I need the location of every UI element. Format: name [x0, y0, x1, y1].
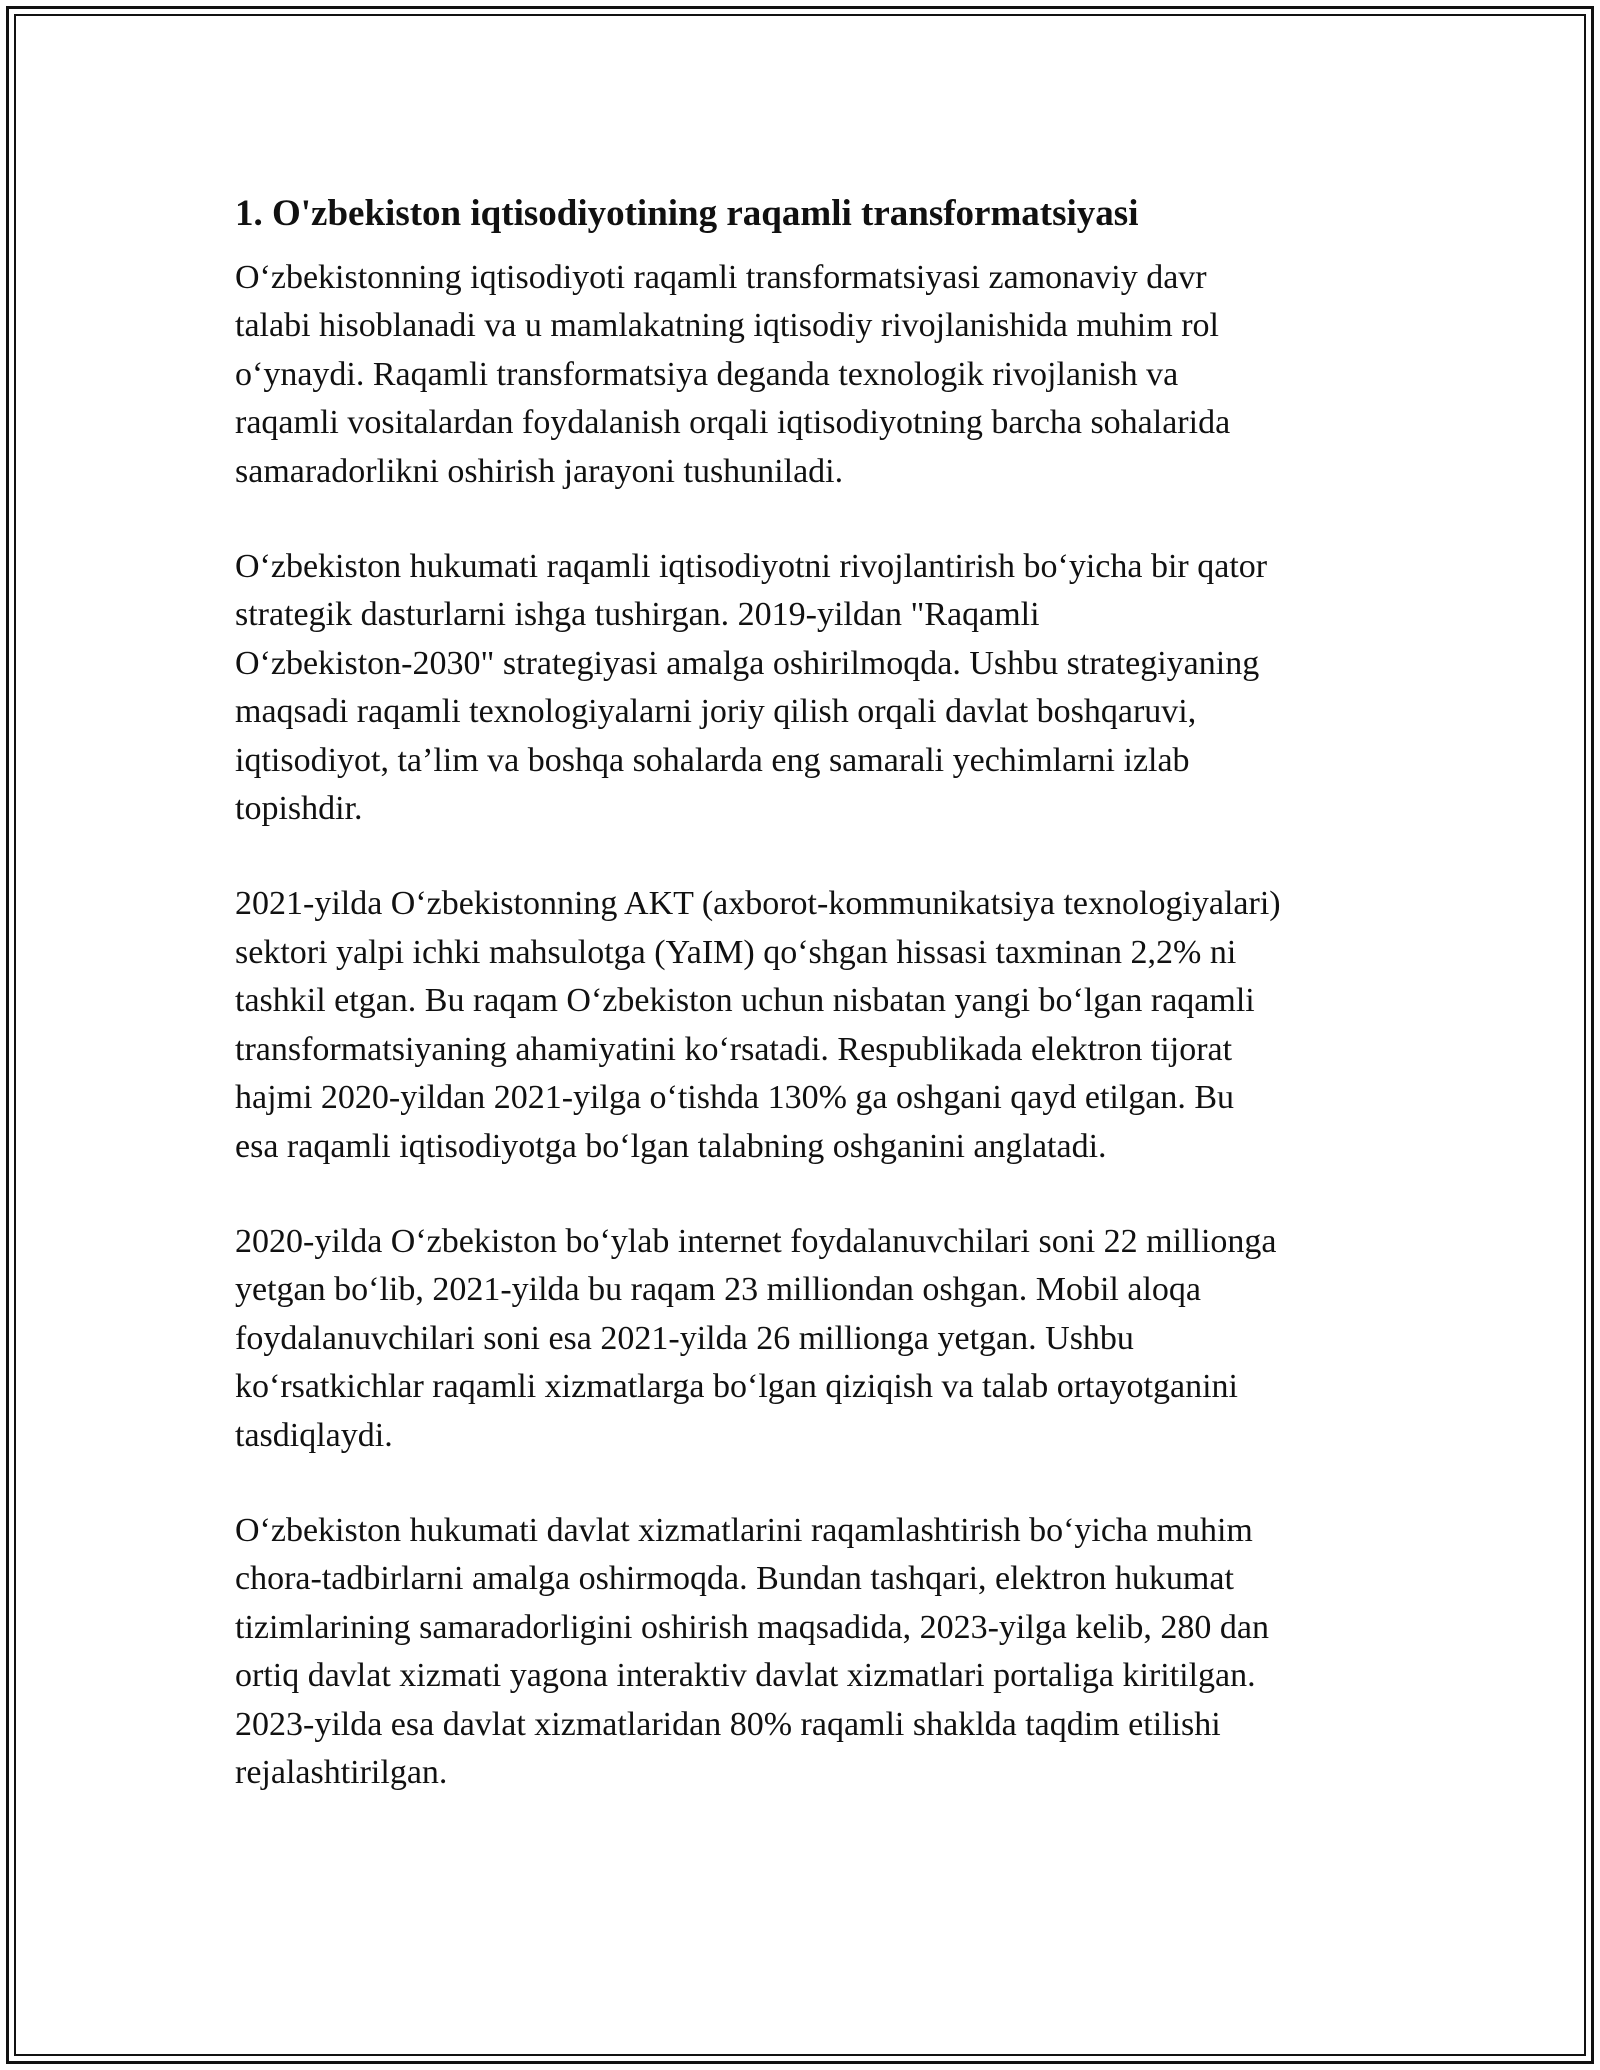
text-line: maqsadi raqamli texnologiyalarni joriy qilish orqali davlat boshqaruvi, — [235, 693, 1197, 731]
text-line: raqamli vositalardan foydalanish orqali iqtisodiyotning barcha sohalarida — [235, 404, 1231, 442]
text-line: samaradorlikni oshirish jarayoni tushuniladi. — [235, 452, 844, 490]
text-line: 2023-yilda esa davlat xizmatlaridan 80% raqamli shaklda taqdim etilishi — [235, 1705, 1221, 1743]
text-line: tasdiqlaydi. — [235, 1416, 393, 1454]
text-line: ortiq davlat xizmati yagona interaktiv davlat xizmatlari portaliga kiritilgan. — [235, 1657, 1256, 1695]
paragraph-3 — [235, 880, 1385, 1170]
text-line: o‘ynaydi. Raqamli transformatsiya deganda texnologik rivojlanish va — [235, 355, 1179, 393]
paragraph-5 — [235, 1507, 1385, 1797]
text-line: iqtisodiyot, ta’lim va boshqa sohalarda eng samarali yechimlarni izlab — [235, 741, 1190, 779]
text-line: tashkil etgan. Bu raqam O‘zbekiston uchun nisbatan yangi bo‘lgan raqamli — [235, 982, 1255, 1020]
text-line: O‘zbekiston hukumati raqamli iqtisodiyotni rivojlantirish bo‘yicha bir qator — [235, 548, 1268, 586]
text-line: talabi hisoblanadi va u mamlakatning iqtisodiy rivojlanishida muhim rol — [235, 307, 1219, 345]
document-body — [235, 186, 1385, 1797]
paragraph-2 — [235, 543, 1385, 833]
text-line: 2020-yilda O‘zbekiston bo‘ylab internet foydalanuvchilari soni 22 millionga — [235, 1222, 1277, 1260]
text-line: hajmi 2020-yildan 2021-yilga o‘tishda 130% ga oshgani qayd etilgan. Bu — [235, 1079, 1235, 1117]
text-line: tizimlarining samaradorligini oshirish maqsadida, 2023-yilga kelib, 280 dan — [235, 1608, 1269, 1646]
text-line: O‘zbekistonning iqtisodiyoti raqamli transformatsiyasi zamonaviy davr — [235, 259, 1207, 296]
text-line: transformatsiyaning ahamiyatini ko‘rsatadi. Respublikada elektron tijorat — [235, 1030, 1233, 1068]
text-line: yetgan bo‘lib, 2021-yilda bu raqam 23 milliondan oshgan. Mobil aloqa — [235, 1271, 1201, 1309]
text-line: O‘zbekiston hukumati davlat xizmatlarini raqamlashtirish bo‘yicha muhim — [235, 1511, 1253, 1549]
paragraph-1 — [235, 254, 1385, 496]
text-line: topishdir. — [235, 790, 363, 828]
text-line: sektori yalpi ichki mahsulotga (YaIM) qo‘shgan hissasi taxminan 2,2% ni — [235, 933, 1237, 971]
section-heading: 1. O'zbekiston iqtisodiyotining raqamli transformatsiyasi — [235, 193, 1139, 234]
text-line: ko‘rsatkichlar raqamli xizmatlarga bo‘lgan qiziqish va talab ortayotganini — [235, 1368, 1238, 1406]
text-line: chora-tadbirlarni amalga oshirmoqda. Bundan tashqari, elektron hukumat — [235, 1560, 1234, 1598]
text-line: strategik dasturlarni ishga tushirgan. 2019-yildan "Raqamli — [235, 596, 1040, 634]
text-line: esa raqamli iqtisodiyotga bo‘lgan talabning oshganini anglatadi. — [235, 1127, 1107, 1165]
text-line: foydalanuvchilari soni esa 2021-yilda 26 millionga yetgan. Ushbu — [235, 1319, 1134, 1357]
text-line: rejalashtirilgan. — [235, 1753, 448, 1791]
text-line: O‘zbekiston-2030" strategiyasi amalga oshirilmoqda. Ushbu strategiyaning — [235, 644, 1260, 682]
paragraph-4 — [235, 1218, 1385, 1460]
text-line: 2021-yilda O‘zbekistonning AKT (axborot-kommunikatsiya texnologiyalari) — [235, 885, 1281, 923]
